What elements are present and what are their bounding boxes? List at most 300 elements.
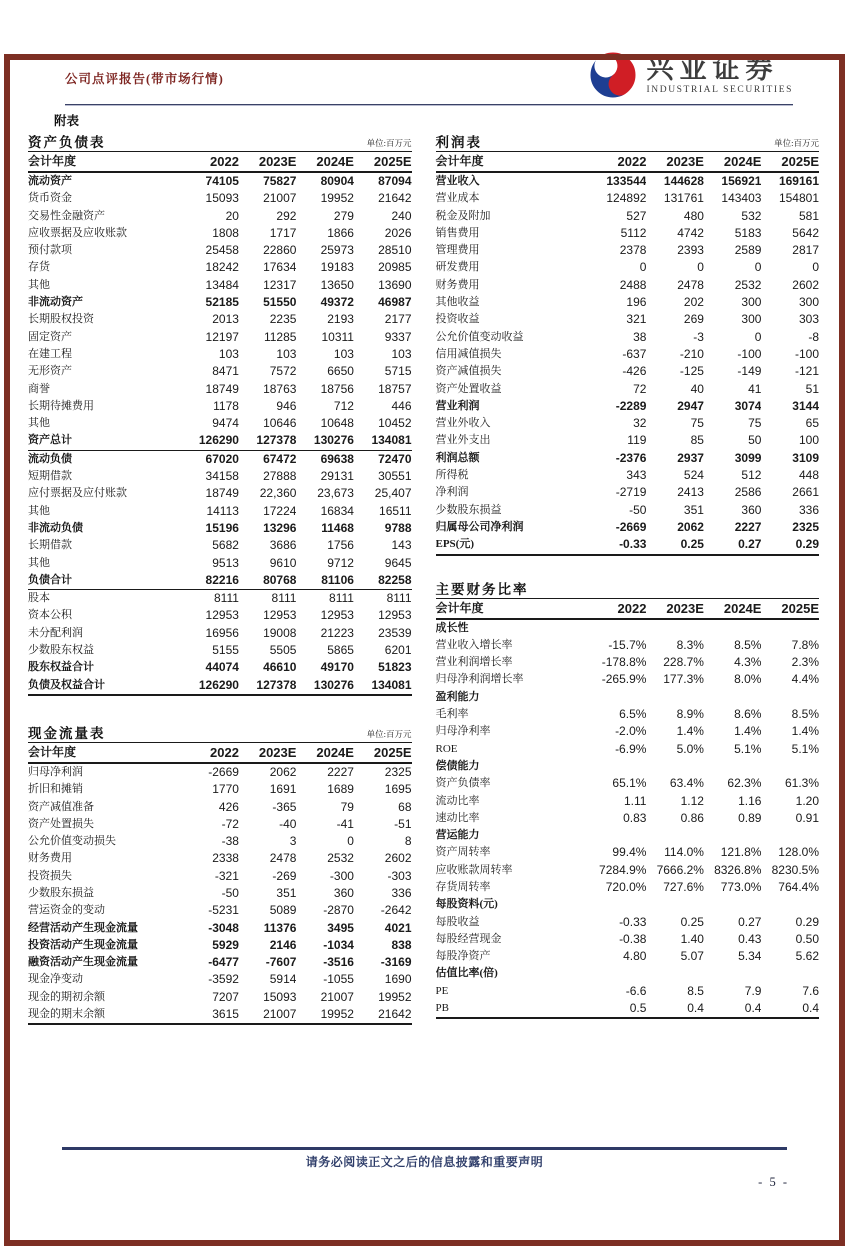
row-value: -0.33	[619, 914, 647, 929]
row-value: 51550	[263, 295, 297, 310]
table-row	[28, 242, 412, 259]
row-value: 2937	[677, 450, 704, 465]
row-value	[589, 758, 647, 775]
row-value: 103	[218, 346, 239, 361]
row-value: 5505	[269, 643, 297, 658]
cash-flow-grid	[28, 742, 412, 1025]
row-value: 1.4%	[676, 724, 704, 739]
row-value: 17224	[263, 503, 297, 518]
row-value: 51	[805, 381, 819, 396]
row-value: 0.89	[738, 810, 762, 825]
table-row	[28, 607, 412, 624]
column-header: 2024E	[704, 598, 762, 619]
row-value: 16956	[205, 625, 239, 640]
table-row	[28, 381, 412, 398]
row-label: 资产负债率	[435, 777, 491, 790]
row-value: 8	[404, 834, 412, 849]
table-row	[28, 937, 412, 954]
row-label: 负债及权益合计	[28, 678, 105, 691]
row-value	[704, 689, 762, 706]
row-label: 销售费用	[435, 226, 480, 239]
table-row	[436, 948, 820, 965]
row-label: 税金及附加	[435, 209, 491, 222]
row-value: 0.25	[680, 914, 704, 929]
column-header: 2025E	[354, 152, 412, 173]
row-value: 8111	[271, 591, 297, 606]
row-value: 14113	[206, 503, 239, 518]
row-label: 财务费用	[28, 852, 72, 865]
row-value: 4.80	[623, 949, 647, 964]
row-value: 2488	[619, 277, 647, 292]
row-value: 0.5	[629, 1001, 647, 1016]
row-value	[646, 758, 704, 775]
column-header: 2025E	[354, 742, 412, 763]
row-value: -321	[214, 868, 239, 883]
table-row	[436, 311, 820, 328]
row-value: 292	[276, 208, 297, 223]
row-value: 143403	[721, 191, 762, 206]
row-value	[646, 827, 704, 844]
row-value: 5642	[792, 225, 819, 240]
income-statement-grid	[436, 151, 820, 556]
row-label: 归母净利润	[28, 765, 83, 778]
row-value: 1.12	[680, 793, 704, 808]
row-value: 29131	[320, 469, 354, 484]
row-value: -100	[737, 346, 762, 361]
row-label: 成长性	[435, 621, 469, 634]
table-row	[28, 971, 412, 988]
row-label: 营业利润	[435, 399, 480, 412]
row-label: 流动负债	[28, 452, 72, 465]
row-value: 5929	[212, 937, 239, 952]
row-value: 10311	[321, 329, 354, 344]
row-label: 投资收益	[435, 313, 480, 326]
row-value: 2478	[677, 277, 704, 292]
row-value: 6201	[384, 643, 412, 658]
row-value: 17634	[263, 260, 297, 275]
row-value: -121	[794, 364, 819, 379]
row-value: 1.40	[680, 931, 704, 946]
row-value: -365	[272, 799, 297, 814]
column-header: 会计年度	[28, 742, 181, 763]
row-label: 速动比率	[435, 811, 480, 824]
row-label: 未分配利润	[28, 626, 83, 639]
row-value: 300	[798, 295, 819, 310]
row-value	[589, 896, 647, 913]
balance-sheet-grid	[28, 151, 412, 696]
table-row	[28, 225, 412, 242]
table-row	[436, 793, 820, 810]
column-header: 2022	[589, 598, 647, 619]
income-statement-table	[436, 131, 820, 556]
table-row	[28, 329, 412, 346]
row-value: 67472	[263, 451, 297, 466]
row-value: 269	[683, 312, 704, 327]
row-value: 532	[741, 208, 762, 223]
row-value: 1691	[269, 782, 297, 797]
row-label: 其他	[28, 504, 50, 517]
row-value: 18763	[263, 381, 297, 396]
row-value: 2478	[269, 851, 297, 866]
row-value: 13690	[378, 277, 412, 292]
row-value: 764.4%	[778, 879, 819, 894]
row-value: 32	[633, 416, 647, 431]
row-label: 投资损失	[28, 869, 72, 882]
row-value: 351	[683, 502, 704, 517]
row-value: -303	[387, 868, 412, 883]
table-row	[28, 468, 412, 485]
row-value: 279	[333, 208, 354, 223]
row-value: -0.33	[619, 537, 647, 552]
row-value: 15093	[263, 989, 297, 1004]
brand-logo-block	[588, 50, 793, 100]
row-value: -72	[221, 816, 239, 831]
row-value: 18749	[205, 486, 239, 501]
row-value: 154801	[778, 191, 819, 206]
row-value: 727.6%	[663, 879, 704, 894]
row-value: -2870	[323, 903, 354, 918]
row-value: 12953	[320, 608, 354, 623]
row-value: 5.62	[795, 949, 819, 964]
column-header: 会计年度	[436, 598, 589, 619]
row-value: 25,407	[374, 486, 412, 501]
row-value: 21642	[378, 1007, 412, 1022]
row-value: 28510	[378, 243, 412, 258]
table-row	[28, 920, 412, 937]
table-row	[436, 346, 820, 363]
row-value: 3	[289, 834, 297, 849]
row-value: 16834	[320, 503, 354, 518]
row-value: 81106	[296, 572, 354, 590]
row-value: 0	[812, 260, 819, 275]
row-label: 现金的期初余额	[28, 990, 105, 1003]
table-row	[28, 954, 412, 971]
row-value: 7666.2%	[656, 862, 704, 877]
table-row	[28, 208, 412, 225]
appendix-heading: 附表	[54, 114, 80, 128]
table-row	[28, 677, 412, 695]
row-value: 2013	[212, 312, 239, 327]
row-value: 9610	[269, 555, 297, 570]
row-value: 21007	[263, 1007, 297, 1022]
row-value: -2669	[615, 519, 647, 534]
row-value: 19008	[263, 625, 297, 640]
report-type-label: 公司点评报告(带市场行情)	[65, 72, 224, 86]
footer-divider	[62, 1147, 787, 1150]
row-label: 资产总计	[28, 432, 181, 450]
row-label: 在建工程	[28, 347, 72, 360]
row-label: 信用减值损失	[435, 347, 502, 360]
row-label: 每股收益	[435, 915, 480, 928]
row-value: 321	[626, 312, 647, 327]
row-value: -426	[622, 364, 647, 379]
row-value: 8326.8%	[714, 862, 762, 877]
row-value: 121.8%	[720, 845, 762, 860]
row-value: 12953	[205, 608, 239, 623]
table-row	[28, 885, 412, 902]
table-row	[436, 190, 820, 207]
row-value: 18242	[205, 260, 239, 275]
row-value: -3048	[208, 920, 239, 935]
column-header: 会计年度	[436, 152, 589, 173]
row-label: 负债合计	[28, 572, 181, 590]
row-value: 6650	[327, 364, 354, 379]
row-value: 3099	[734, 450, 762, 465]
row-value: 0.4	[802, 1001, 819, 1016]
row-label: 资产减值损失	[435, 365, 502, 378]
row-value: 9788	[384, 520, 412, 535]
row-label: 长期股权投资	[28, 313, 94, 326]
table-row	[28, 868, 412, 885]
table-row	[436, 294, 820, 311]
row-value: 446	[391, 398, 412, 413]
row-value: 8230.5%	[771, 862, 819, 877]
table-row	[28, 503, 412, 520]
row-value: 4.4%	[791, 672, 819, 687]
row-value: 5.34	[738, 949, 762, 964]
row-value: 20985	[378, 260, 412, 275]
row-label: 营业成本	[435, 192, 480, 205]
table-row	[436, 208, 820, 225]
row-value: -100	[794, 346, 819, 361]
row-value: 2532	[327, 851, 354, 866]
row-value: -38	[221, 834, 239, 849]
row-value: 581	[798, 208, 819, 223]
table-row	[436, 862, 820, 879]
table-row	[436, 363, 820, 380]
row-value	[761, 896, 819, 913]
table-row	[436, 172, 820, 190]
row-value: 49170	[320, 660, 354, 675]
table-row	[436, 637, 820, 654]
row-label: 资产减值准备	[28, 800, 94, 813]
row-value: 2193	[327, 312, 354, 327]
table-row	[28, 363, 412, 380]
row-value: 13650	[320, 277, 354, 292]
row-value: 9513	[212, 555, 239, 570]
row-value: -1055	[323, 972, 354, 987]
row-value: 2817	[792, 243, 819, 258]
row-value: 131761	[663, 191, 704, 206]
table-row	[436, 758, 820, 775]
row-value: -6477	[208, 955, 239, 970]
page-number: - 5 -	[758, 1175, 789, 1189]
row-value: 524	[683, 468, 704, 483]
row-value: 114.0%	[664, 845, 704, 860]
table-row	[28, 590, 412, 608]
row-value: 7207	[212, 989, 239, 1004]
row-value: 22860	[263, 243, 297, 258]
row-label: 资产周转率	[435, 846, 491, 859]
brand-name-cn: 兴业证券	[646, 54, 779, 84]
row-value: 0	[639, 260, 647, 275]
table-row	[436, 879, 820, 896]
table-row	[436, 654, 820, 671]
table-row	[436, 827, 820, 844]
row-value: 946	[276, 398, 297, 413]
row-value: 2.3%	[791, 655, 819, 670]
footer-disclaimer: 请务必阅读正文之后的信息披露和重要声明	[305, 1155, 544, 1169]
table-row	[28, 294, 412, 311]
row-value: -125	[679, 364, 704, 379]
row-value: 25458	[205, 243, 239, 258]
column-header: 2023E	[239, 152, 297, 173]
row-value: 527	[626, 208, 647, 223]
row-value: 2947	[677, 398, 704, 413]
row-value: 240	[391, 208, 412, 223]
row-value: 2413	[677, 485, 704, 500]
row-label: 营运能力	[435, 829, 480, 842]
table-row	[436, 502, 820, 519]
row-label: 净利润	[435, 486, 469, 499]
row-value: 1.16	[738, 793, 762, 808]
row-value: -637	[622, 346, 647, 361]
row-value: -2719	[615, 485, 647, 500]
table-row	[28, 989, 412, 1006]
row-value: 7.8%	[791, 637, 819, 652]
row-value: -265.9%	[601, 672, 647, 687]
table-row	[28, 659, 412, 676]
row-value: 0	[754, 329, 762, 344]
brand-text	[647, 54, 793, 96]
row-value: -3516	[323, 955, 354, 970]
row-label: 毛利率	[435, 708, 469, 721]
table-row	[436, 484, 820, 501]
row-value: 712	[333, 398, 354, 413]
balance-sheet-unit: 单位:百万元	[366, 138, 412, 148]
row-value	[589, 619, 647, 637]
row-value: 27888	[263, 469, 297, 484]
row-value: 79	[340, 799, 354, 814]
table-row	[436, 450, 820, 467]
row-value: 30551	[378, 469, 412, 484]
row-label: 无形资产	[28, 365, 72, 378]
table-row	[436, 242, 820, 259]
row-value: 303	[798, 312, 819, 327]
row-value: 300	[741, 312, 762, 327]
row-value: 5183	[734, 225, 762, 240]
row-label: 交易性金融资产	[28, 209, 105, 222]
row-value: 2532	[734, 277, 762, 292]
table-row	[436, 775, 820, 792]
row-value: 3144	[792, 398, 819, 413]
row-value: 9337	[384, 329, 412, 344]
row-label: 存货	[28, 261, 50, 274]
row-value: 134081	[354, 432, 412, 450]
row-value	[761, 619, 819, 637]
row-value: 12953	[263, 608, 297, 623]
row-value: 2227	[327, 764, 354, 779]
row-label: 营业外支出	[435, 434, 491, 447]
row-label: 估值比率(倍)	[435, 967, 498, 980]
row-value: 134081	[371, 677, 412, 692]
row-label: 固定资产	[28, 330, 72, 343]
row-value: 128.0%	[778, 845, 819, 860]
table-row	[28, 572, 412, 590]
row-value	[761, 758, 819, 775]
row-value: 2602	[384, 851, 412, 866]
table-row	[28, 172, 412, 190]
row-value: 21007	[263, 191, 297, 206]
row-value: 72	[633, 381, 647, 396]
row-value: 82216	[181, 572, 239, 590]
table-header-row	[436, 152, 820, 173]
row-label: 应收票据及应收账款	[28, 226, 127, 239]
row-value: 18749	[205, 381, 239, 396]
row-label: 融资活动产生现金流量	[28, 956, 138, 969]
row-value: 63.4%	[669, 776, 704, 791]
row-value: -50	[221, 885, 239, 900]
row-value: 0	[347, 834, 354, 849]
row-label: 归母净利率	[435, 725, 491, 738]
row-value: 38	[633, 329, 647, 344]
row-value: 119	[627, 433, 647, 448]
row-value: 19183	[320, 260, 354, 275]
row-value: 5682	[212, 538, 239, 553]
row-value: 44074	[205, 660, 239, 675]
row-value: 8111	[329, 591, 354, 606]
row-value: 46610	[263, 660, 297, 675]
row-value: 75	[690, 416, 704, 431]
table-row	[28, 346, 412, 363]
row-value: 2589	[734, 243, 762, 258]
row-value: 4.3%	[734, 655, 762, 670]
table-row	[28, 432, 412, 450]
row-value: 1.4%	[791, 724, 819, 739]
row-value: 156921	[721, 174, 762, 188]
row-value: 8.5	[687, 983, 704, 998]
column-header: 2025E	[761, 152, 819, 173]
row-label: 现金的期末余额	[28, 1008, 105, 1021]
row-label: 商誉	[28, 382, 50, 395]
row-value: 11468	[321, 520, 354, 535]
row-label: 财务费用	[435, 278, 480, 291]
row-value: 0.27	[738, 537, 762, 552]
row-value: 4742	[677, 225, 704, 240]
row-value: 12317	[263, 277, 297, 292]
cash-flow-title: 现金流量表	[28, 725, 106, 741]
row-value: 5.07	[680, 949, 704, 964]
row-value: 426	[218, 799, 239, 814]
row-label: 长期待摊费用	[28, 399, 94, 412]
row-label: 资产处置损失	[28, 817, 94, 830]
tables-layout	[28, 131, 819, 1025]
row-value: -300	[329, 868, 354, 883]
financial-ratios-table	[436, 578, 820, 1020]
row-value: 87094	[378, 174, 412, 188]
row-value: 69638	[320, 451, 354, 466]
table-row	[28, 537, 412, 554]
row-value: 7284.9%	[599, 862, 647, 877]
row-value: 448	[798, 468, 819, 483]
row-value: 19952	[378, 989, 412, 1004]
row-value: 0.4	[744, 1001, 762, 1016]
row-value: -50	[629, 502, 647, 517]
row-value: 1689	[327, 782, 354, 797]
table-header-row	[436, 598, 820, 619]
row-value: 5089	[269, 903, 297, 918]
table-row	[28, 450, 412, 468]
row-value	[704, 965, 762, 982]
row-value: 0.86	[680, 810, 704, 825]
row-value: 25973	[320, 243, 354, 258]
row-value: 773.0%	[720, 879, 762, 894]
row-value: 177.3%	[663, 672, 704, 687]
row-value: 21007	[320, 989, 354, 1004]
row-label: 营运资金的变动	[28, 904, 105, 917]
row-value: -7607	[265, 955, 297, 970]
row-label: PE	[435, 984, 449, 997]
